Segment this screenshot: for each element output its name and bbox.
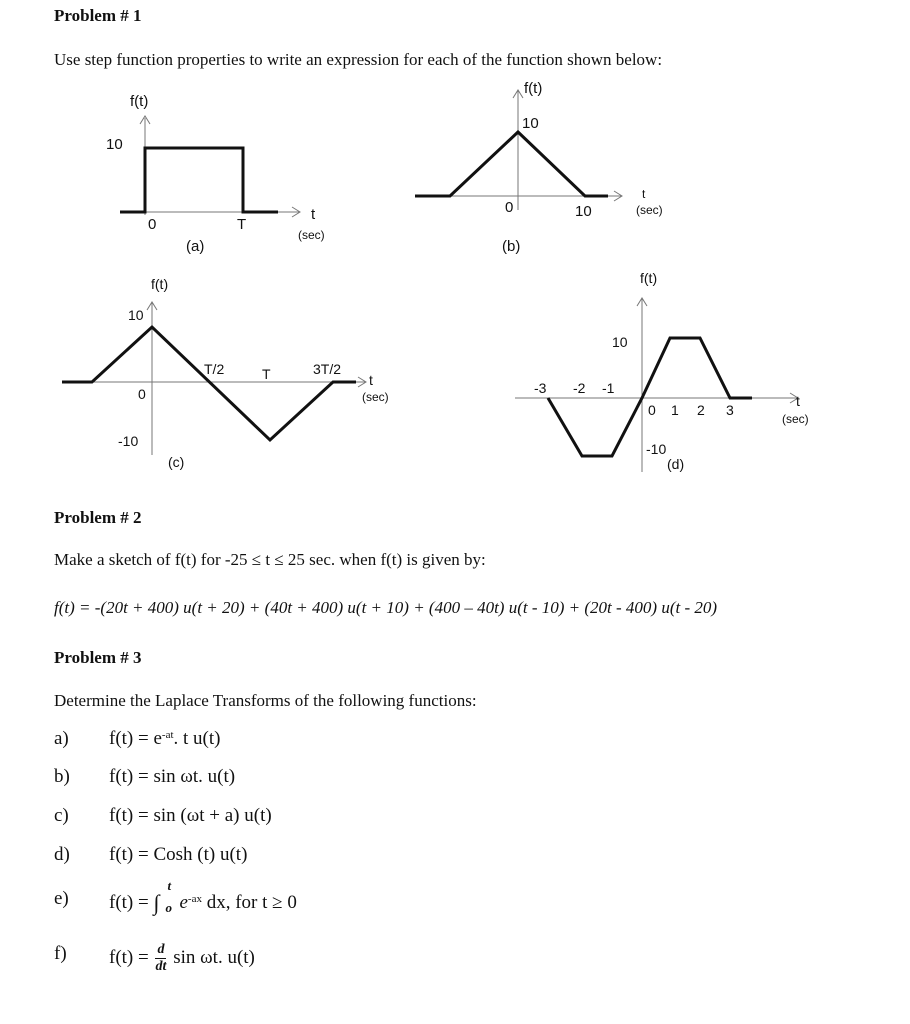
plot-b-xlabel: t — [642, 187, 646, 201]
plot-d-xlabel: t — [796, 393, 800, 409]
plot-d-curve — [548, 338, 752, 456]
plot-b-yval: 10 — [522, 115, 539, 132]
plot-c-tick-T: T — [262, 366, 271, 382]
plot-a-caption: (a) — [186, 238, 205, 255]
plot-c-xunit: (sec) — [362, 390, 389, 404]
plot-b-tick-10: 10 — [575, 203, 592, 220]
item-f-letter: f) — [54, 943, 67, 964]
plot-c-xlabel: t — [369, 372, 373, 388]
item-b-expression: f(t) = sin ωt. u(t) — [109, 766, 236, 787]
item-d-expression: f(t) = Cosh (t) u(t) — [109, 844, 248, 865]
plot-a-yval: 10 — [106, 136, 123, 153]
item-f-expression: f(t) = $\frac{d}{dt}$ sin ωt. u(t) — [109, 942, 255, 974]
plot-d-yneg: -10 — [646, 441, 667, 457]
derivative-fraction: $\frac{d}{dt}$ — [155, 942, 167, 974]
plot-b-ylabel: f(t) — [524, 80, 543, 97]
plot-d-caption: (d) — [667, 456, 685, 472]
problem1-heading: Problem # 1 — [54, 6, 142, 25]
plot-c-ylabel: f(t) — [151, 276, 169, 292]
plot-c-ypos: 10 — [128, 307, 144, 323]
item-e-letter: e) — [54, 888, 69, 909]
plot-d-ypos: 10 — [612, 334, 628, 350]
plot-d-pos-tick-3: 3 — [726, 402, 734, 418]
problem2-equation: f(t) = -(20t + 400) u(t + 20) + (40t + 400) u(t + 10) + (400 – 40t) u(t - 10) + (20t - 400) u(t - 20) — [54, 598, 718, 617]
plot-d-pos-tick-2: 2 — [697, 402, 705, 418]
plot-d-pos-tick-0: 0 — [648, 402, 656, 418]
plot-c-yneg: -10 — [118, 433, 139, 449]
plot-a-origin: 0 — [148, 216, 157, 233]
plot-b-origin: 0 — [505, 199, 514, 216]
plot-c-caption: (c) — [168, 454, 185, 470]
item-d-letter: d) — [54, 844, 70, 865]
item-a-expression: $f(t) = e^{-at}$. t u(t) — [109, 728, 221, 749]
plot-b-xunit: (sec) — [636, 203, 663, 217]
plot-d-xunit: (sec) — [782, 412, 809, 426]
item-a-letter: a) — [54, 728, 69, 749]
integral-sign: ∫ — [153, 890, 160, 915]
plot-c-tick-T2: T/2 — [204, 361, 225, 377]
problem2-instruction: Make a sketch of f(t) for -25 ≤ t ≤ 25 sec. when f(t) is given by: — [54, 550, 486, 569]
plot-d-neg-tick-1: -1 — [602, 380, 615, 396]
item-c-letter: c) — [54, 805, 69, 826]
item-e-expression: f(t) = ∫ t o $e^{-ax}$ dx, for t ≥ 0 — [109, 878, 297, 915]
plot-d-pos-tick-1: 1 — [671, 402, 679, 418]
plot-a-xlabel: t — [311, 206, 316, 223]
plot-b-caption: (b) — [502, 238, 521, 255]
plot-c-origin: 0 — [138, 386, 146, 402]
item-c-expression: f(t) = sin (ωt + a) u(t) — [109, 805, 272, 826]
problem3-heading: Problem # 3 — [54, 648, 142, 667]
plot-c-tick-3T2: 3T/2 — [313, 361, 342, 377]
plot-a-tick-T: T — [237, 216, 247, 233]
problem1-instruction: Use step function properties to write an expression for each of the function shown below: — [54, 50, 663, 69]
problem2-heading: Problem # 2 — [54, 508, 142, 527]
plot-a-ylabel: f(t) — [130, 93, 149, 110]
plot-d-neg-tick-3: -3 — [534, 380, 547, 396]
plot-a-xunit: (sec) — [298, 228, 325, 242]
item-b-letter: b) — [54, 766, 70, 787]
plot-d-ylabel: f(t) — [640, 270, 658, 286]
problem3-instruction: Determine the Laplace Transforms of the following functions: — [54, 691, 477, 710]
plot-d-neg-tick-2: -2 — [573, 380, 586, 396]
